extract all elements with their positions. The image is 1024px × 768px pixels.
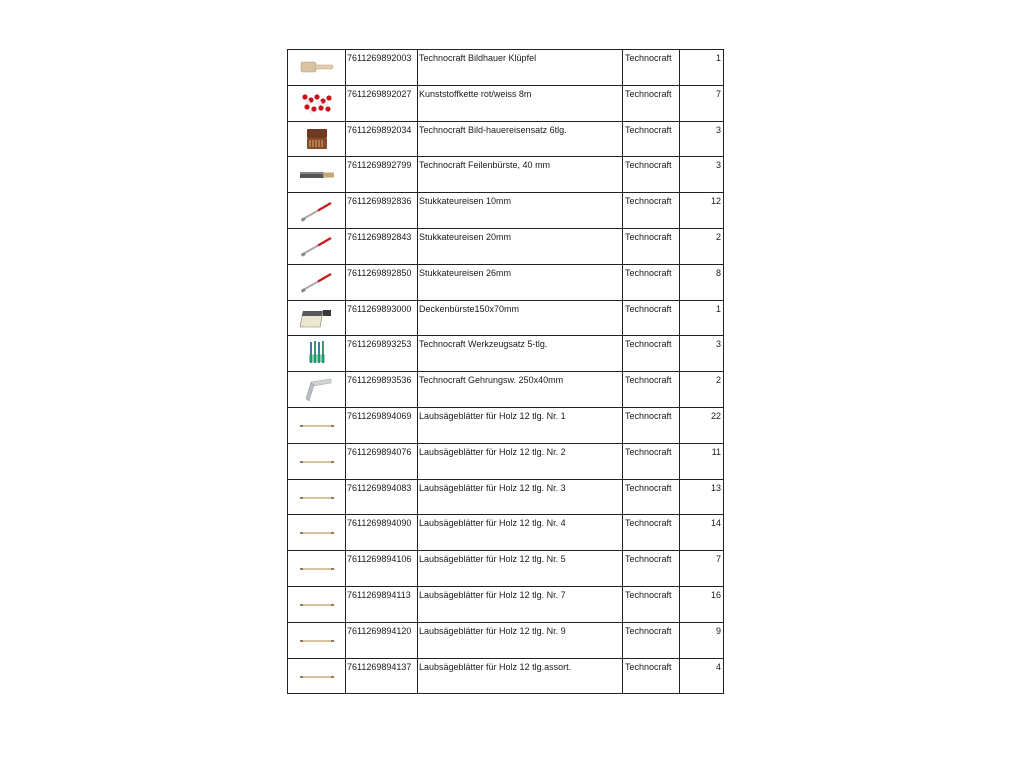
description-cell: Kunststoffkette rot/weiss 8m	[418, 85, 623, 121]
brand-cell: Technocraft	[623, 551, 680, 587]
ean-cell: 7611269894083	[346, 479, 418, 515]
product-image-cell	[288, 658, 346, 694]
brand-cell: Technocraft	[623, 443, 680, 479]
table-row	[288, 264, 724, 300]
brand-cell: Technocraft	[623, 622, 680, 658]
ean-cell: 7611269892850	[346, 264, 418, 300]
quantity-cell: 8	[680, 264, 724, 300]
brand-cell: Technocraft	[623, 157, 680, 193]
product-image-cell	[288, 479, 346, 515]
quantity-cell: 7	[680, 85, 724, 121]
product-image-cell	[288, 121, 346, 157]
plaster-tool-icon	[299, 234, 335, 258]
table-row	[288, 228, 724, 264]
product-image-cell	[288, 336, 346, 372]
quantity-cell: 1	[680, 300, 724, 336]
brand-cell: Technocraft	[623, 193, 680, 229]
quantity-cell: 4	[680, 658, 724, 694]
product-image-cell	[288, 85, 346, 121]
description-cell: Laubsägeblätter für Holz 12 tlg. Nr. 4	[418, 515, 623, 551]
product-image-cell	[288, 264, 346, 300]
table-row	[288, 658, 724, 694]
chisel-set-box-icon	[304, 127, 330, 151]
plastic-chain-icon	[300, 90, 334, 116]
description-cell: Laubsägeblätter für Holz 12 tlg. Nr. 2	[418, 443, 623, 479]
saw-blade-icon	[298, 638, 336, 644]
description-cell: Technocraft Gehrungsw. 250x40mm	[418, 372, 623, 408]
description-cell: Stukkateureisen 26mm	[418, 264, 623, 300]
description-cell: Stukkateureisen 10mm	[418, 193, 623, 229]
product-image-cell	[288, 443, 346, 479]
table-row	[288, 193, 724, 229]
description-cell: Technocraft Bild-hauereisensatz 6tlg.	[418, 121, 623, 157]
mallet-icon	[298, 59, 336, 75]
saw-blade-icon	[298, 459, 336, 465]
brand-cell: Technocraft	[623, 515, 680, 551]
ean-cell: 7611269894069	[346, 407, 418, 443]
product-image-cell	[288, 193, 346, 229]
product-table	[287, 49, 724, 694]
quantity-cell: 22	[680, 407, 724, 443]
description-cell: Laubsägeblätter für Holz 12 tlg. Nr. 3	[418, 479, 623, 515]
table-row	[288, 336, 724, 372]
table-row	[288, 622, 724, 658]
product-image-cell	[288, 157, 346, 193]
ean-cell: 7611269893000	[346, 300, 418, 336]
ean-cell: 7611269892843	[346, 228, 418, 264]
table-row	[288, 85, 724, 121]
table-row	[288, 479, 724, 515]
description-cell: Laubsägeblätter für Holz 12 tlg. Nr. 1	[418, 407, 623, 443]
description-cell: Laubsägeblätter für Holz 12 tlg. Nr. 5	[418, 551, 623, 587]
ean-cell: 7611269894076	[346, 443, 418, 479]
product-image-cell	[288, 372, 346, 408]
ean-cell: 7611269892799	[346, 157, 418, 193]
brand-cell: Technocraft	[623, 586, 680, 622]
file-brush-icon	[298, 169, 336, 181]
ean-cell: 7611269892836	[346, 193, 418, 229]
tool-set-icon	[307, 340, 327, 368]
description-cell: Deckenbürste150x70mm	[418, 300, 623, 336]
quantity-cell: 3	[680, 336, 724, 372]
table-row	[288, 586, 724, 622]
product-image-cell	[288, 50, 346, 86]
ean-cell: 7611269893536	[346, 372, 418, 408]
saw-blade-icon	[298, 495, 336, 501]
quantity-cell: 3	[680, 157, 724, 193]
quantity-cell: 16	[680, 586, 724, 622]
product-image-cell	[288, 551, 346, 587]
saw-blade-icon	[298, 602, 336, 608]
brand-cell: Technocraft	[623, 121, 680, 157]
table-row	[288, 121, 724, 157]
table-row	[288, 300, 724, 336]
product-image-cell	[288, 300, 346, 336]
quantity-cell: 9	[680, 622, 724, 658]
table-row	[288, 515, 724, 551]
table-row	[288, 372, 724, 408]
quantity-cell: 12	[680, 193, 724, 229]
brand-cell: Technocraft	[623, 658, 680, 694]
description-cell: Laubsägeblätter für Holz 12 tlg. Nr. 7	[418, 586, 623, 622]
table-row	[288, 157, 724, 193]
quantity-cell: 1	[680, 50, 724, 86]
miter-square-icon	[301, 377, 333, 403]
ean-cell: 7611269892027	[346, 85, 418, 121]
product-image-cell	[288, 586, 346, 622]
brand-cell: Technocraft	[623, 50, 680, 86]
ean-cell: 7611269894137	[346, 658, 418, 694]
quantity-cell: 7	[680, 551, 724, 587]
table-row	[288, 443, 724, 479]
ceiling-brush-icon	[299, 305, 335, 331]
saw-blade-icon	[298, 674, 336, 680]
product-image-cell	[288, 622, 346, 658]
description-cell: Technocraft Bildhauer Klüpfel	[418, 50, 623, 86]
quantity-cell: 2	[680, 228, 724, 264]
quantity-cell: 2	[680, 372, 724, 408]
plaster-tool-icon	[299, 270, 335, 294]
description-cell: Technocraft Werkzeugsatz 5-tlg.	[418, 336, 623, 372]
brand-cell: Technocraft	[623, 479, 680, 515]
brand-cell: Technocraft	[623, 85, 680, 121]
ean-cell: 7611269892003	[346, 50, 418, 86]
product-image-cell	[288, 515, 346, 551]
ean-cell: 7611269894120	[346, 622, 418, 658]
ean-cell: 7611269892034	[346, 121, 418, 157]
description-cell: Laubsägeblätter für Holz 12 tlg.assort.	[418, 658, 623, 694]
description-cell: Stukkateureisen 20mm	[418, 228, 623, 264]
description-cell: Technocraft Feilenbürste, 40 mm	[418, 157, 623, 193]
plaster-tool-icon	[299, 199, 335, 223]
description-cell: Laubsägeblätter für Holz 12 tlg. Nr. 9	[418, 622, 623, 658]
quantity-cell: 13	[680, 479, 724, 515]
brand-cell: Technocraft	[623, 300, 680, 336]
brand-cell: Technocraft	[623, 372, 680, 408]
quantity-cell: 14	[680, 515, 724, 551]
saw-blade-icon	[298, 566, 336, 572]
quantity-cell: 11	[680, 443, 724, 479]
product-image-cell	[288, 407, 346, 443]
product-image-cell	[288, 228, 346, 264]
ean-cell: 7611269894106	[346, 551, 418, 587]
brand-cell: Technocraft	[623, 336, 680, 372]
table-row	[288, 407, 724, 443]
ean-cell: 7611269893253	[346, 336, 418, 372]
ean-cell: 7611269894090	[346, 515, 418, 551]
ean-cell: 7611269894113	[346, 586, 418, 622]
table-row	[288, 50, 724, 86]
brand-cell: Technocraft	[623, 407, 680, 443]
brand-cell: Technocraft	[623, 228, 680, 264]
saw-blade-icon	[298, 530, 336, 536]
brand-cell: Technocraft	[623, 264, 680, 300]
quantity-cell: 3	[680, 121, 724, 157]
table-row	[288, 551, 724, 587]
saw-blade-icon	[298, 423, 336, 429]
